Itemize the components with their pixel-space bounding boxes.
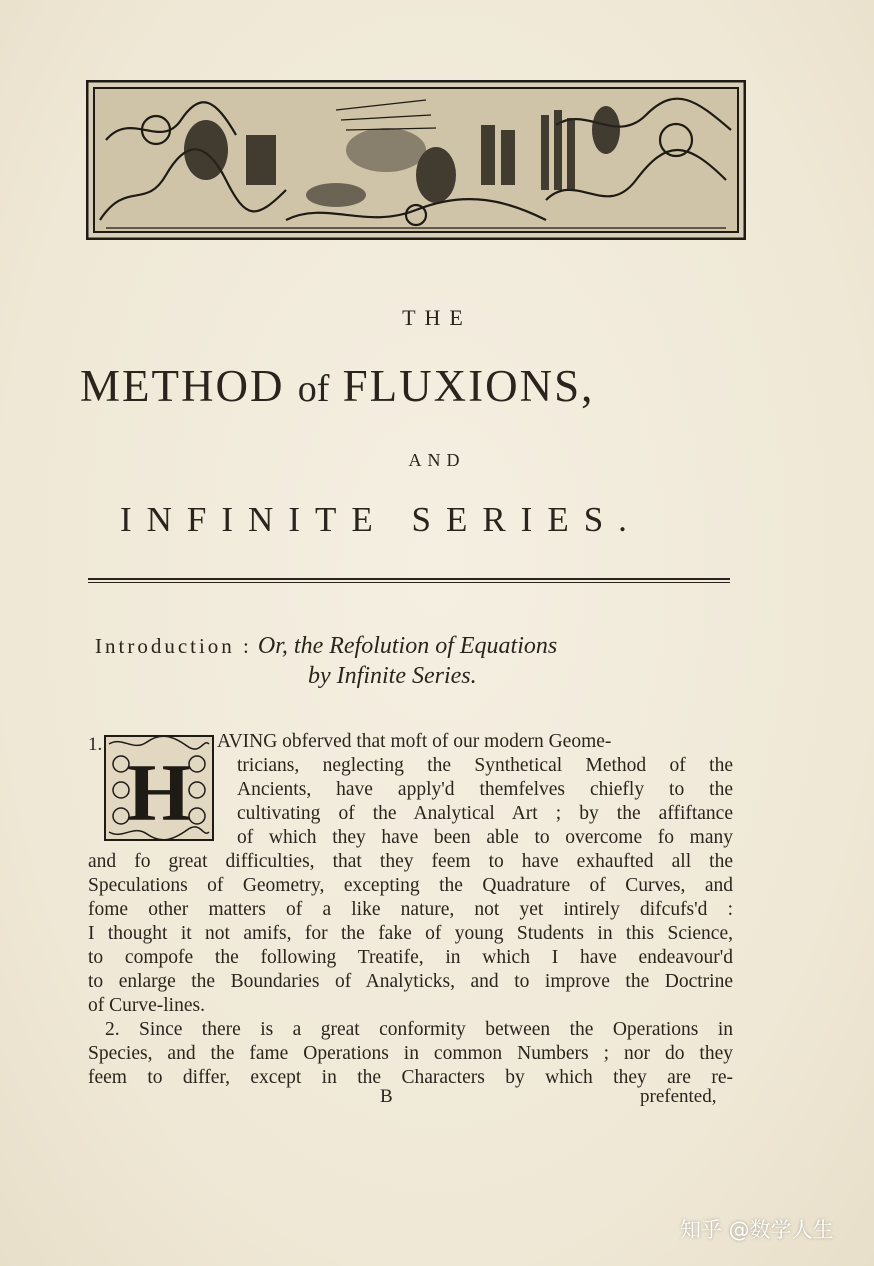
title-the: THE: [402, 305, 472, 330]
signature-mark: B: [380, 1086, 393, 1107]
p1-line-1: AVING obferved that moft of our modern Geome-: [217, 731, 612, 752]
p1-line-9: I thought it not amifs, for the fake of young Students in this Science,: [88, 923, 733, 944]
ornamental-headpiece: [86, 80, 746, 240]
intro-heading-italic: Or, the Refolution of Equations: [257, 633, 558, 659]
p1-line-7: Speculations of Geometry, excepting the Quadrature of Curves, and: [88, 875, 733, 896]
intro-heading: [95, 630, 795, 663]
title-main-part2: FLUXIONS,: [342, 361, 595, 411]
title-main-part1: METHOD: [80, 361, 285, 411]
intro-heading-line2: by Infinite Series.: [308, 663, 477, 689]
p1-line-10: to compofe the following Treatife, in which I have endeavour'd: [88, 947, 733, 968]
p1-line-6: and fo great difficulties, that they feem to have exhaufted all the: [88, 851, 733, 872]
p1-line-5: of which they have been able to overcome fo many: [237, 827, 733, 848]
p2-line-1: 2. Since there is a great conformity between the Operations in: [105, 1019, 733, 1040]
title-subtitle: INFINITE SERIES.: [120, 500, 642, 539]
dropcap-letter: H: [127, 747, 191, 838]
p1-line-2: tricians, neglecting the Synthetical Method of the: [237, 755, 733, 776]
p1-line-4: cultivating of the Analytical Art ; by the affiftance: [237, 803, 733, 824]
p1-line-12: of Curve-lines.: [88, 995, 205, 1016]
p1-line-3: Ancients, have apply'd themfelves chiefly to the: [237, 779, 733, 800]
p2-line-3: feem to differ, except in the Characters by which they are re-: [88, 1067, 733, 1088]
title-main-of: of: [297, 368, 330, 410]
p1-line-8: fome other matters of a like nature, not yet intirely difcufs'd :: [88, 899, 733, 920]
p1-line-11: to enlarge the Boundaries of Analyticks, and to improve the Doctrine: [88, 971, 733, 992]
section-rule: [88, 578, 730, 583]
paragraph-number-1: 1.: [88, 734, 103, 755]
title-main: [80, 360, 800, 412]
catchword: prefented,: [640, 1086, 717, 1107]
p2-line-2: Species, and the fame Operations in common Numbers ; nor do they: [88, 1043, 733, 1064]
intro-heading-label: Introduction :: [95, 634, 252, 658]
title-and: AND: [408, 450, 466, 470]
watermark: 知乎 @数学人生: [680, 1218, 834, 1242]
dropcap-h: [103, 734, 215, 842]
